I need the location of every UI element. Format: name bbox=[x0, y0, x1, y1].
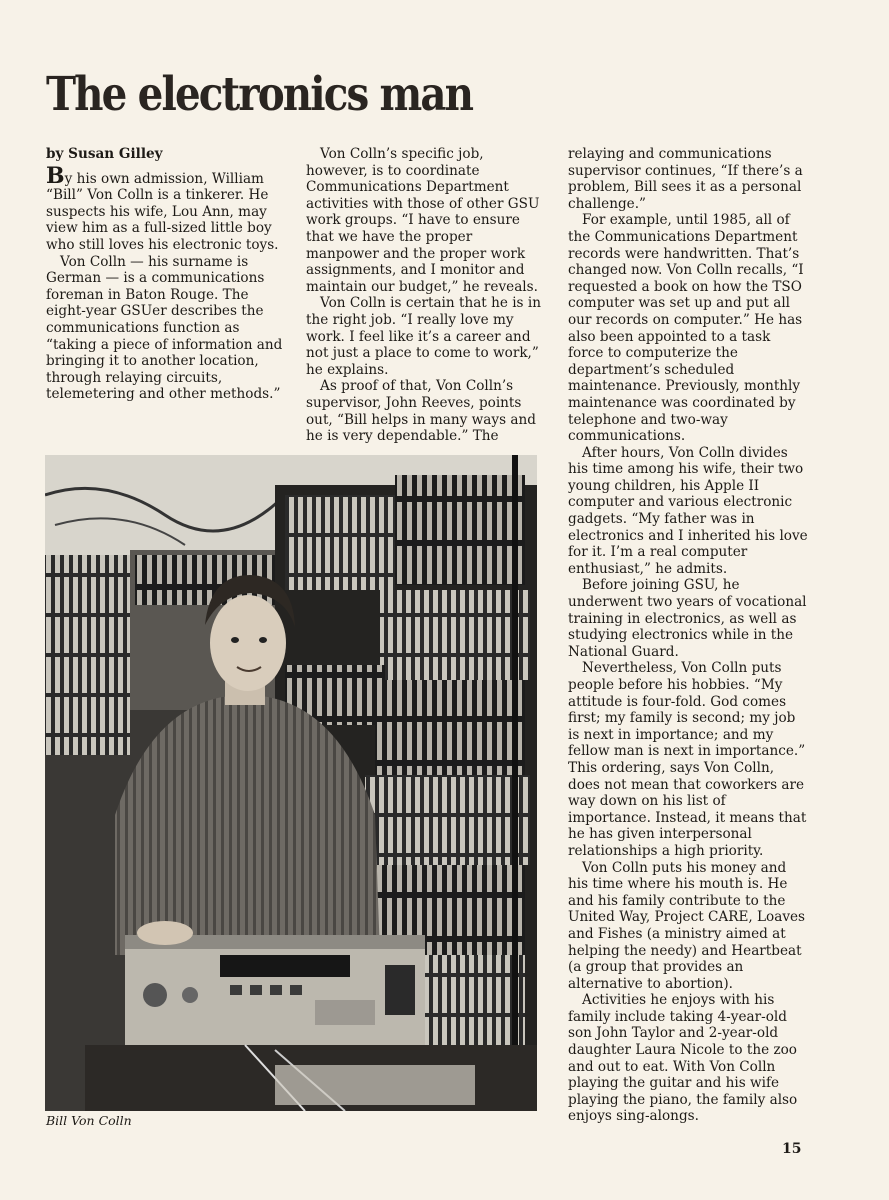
photo-caption: Bill Von Colln bbox=[46, 1113, 132, 1128]
article-column-1 bbox=[46, 146, 291, 403]
photo-man-with-equipment bbox=[45, 455, 537, 1111]
paragraph: Von Colln puts his money and his time where his mouth is. He and his family contribute to the United Way, Project CARE, Loaves and Fishes (a ministry aimed at helping the needy) and Heartbeat (a group that provides an alternative to abortion). bbox=[568, 859, 806, 992]
paragraph: As proof of that, Von Colln’s supervisor, John Reeves, points out, “Bill helps in many ways and he is very dependable.” The bbox=[306, 378, 536, 445]
article-column-3 bbox=[568, 146, 808, 1125]
article-column-2 bbox=[306, 146, 546, 445]
paragraph: For example, until 1985, all of the Communications Department records were handwritten. That’s changed now. Von Colln recalls, “I requested a book on how the TSO computer was set up and put all our records on computer.” He has also been appointed to a task force to computerize the department’s scheduled maintenance. Previously, monthly maintenance was coordinated by telephone and two-way communications. bbox=[568, 212, 804, 445]
paragraph: relaying and communications supervisor continues, “If there’s a problem, Bill sees it as a personal challenge.” bbox=[568, 146, 803, 212]
paragraph: Before joining GSU, he underwent two years of vocational training in electronics, as well as studying electronics while in the National Guard. bbox=[568, 577, 807, 660]
paragraph: After hours, Von Colln divides his time among his wife, their two young children, his Apple II computer and various electronic gadgets. “My father was in electronics and I inherited his love for it. I’m a real computer enthusiast,” he admits. bbox=[568, 444, 808, 577]
drop-cap: B bbox=[46, 162, 65, 189]
byline: by Susan Gilley bbox=[46, 146, 163, 162]
paragraph: Nevertheless, Von Colln puts people before his hobbies. “My attitude is four-fold. God comes first; my family is second; my job is next in importance; and my fellow man is next in importance.” This ordering, says Von Colln, does not mean that coworkers are way down on his list of importance. Instead, it means that he has given interpersonal relationships a high priority. bbox=[568, 660, 807, 859]
paragraph: Von Colln is certain that he is in the right job. “I really love my work. I feel like it’s a career and not just a place to come to work,” he explains. bbox=[306, 295, 541, 378]
photo-illustration bbox=[45, 455, 537, 1111]
paragraph: Von Colln’s specific job, however, is to coordinate Communications Department activities with those of other GSU work groups. “I have to ensure that we have the proper manpower and the proper work assignments, and I monitor and maintain our budget,” he reveals. bbox=[306, 146, 540, 295]
paragraph: Von Colln — his surname is German — is a communications foreman in Baton Rouge. The eight-year GSUer describes the communications function as “taking a piece of information and bringing it to another location, through relaying circuits, telemetering and other methods.” bbox=[46, 253, 283, 403]
headline: The electronics man bbox=[46, 67, 473, 122]
page-number: 15 bbox=[782, 1141, 802, 1157]
paragraph-text: y his own admission, William “Bill” Von Colln is a tinkerer. He suspects his wife, Lou Ann, may view him as a full-sized little boy who still loves his electronic toys. bbox=[46, 170, 279, 253]
paragraph: Activities he enjoys with his family include taking 4-year-old son John Taylor and 2-year-old daughter Laura Nicole to the zoo and out to eat. With Von Colln playing the guitar and his wife playing the piano, the family also enjoys sing-alongs. bbox=[568, 992, 798, 1125]
paragraph bbox=[46, 162, 291, 254]
